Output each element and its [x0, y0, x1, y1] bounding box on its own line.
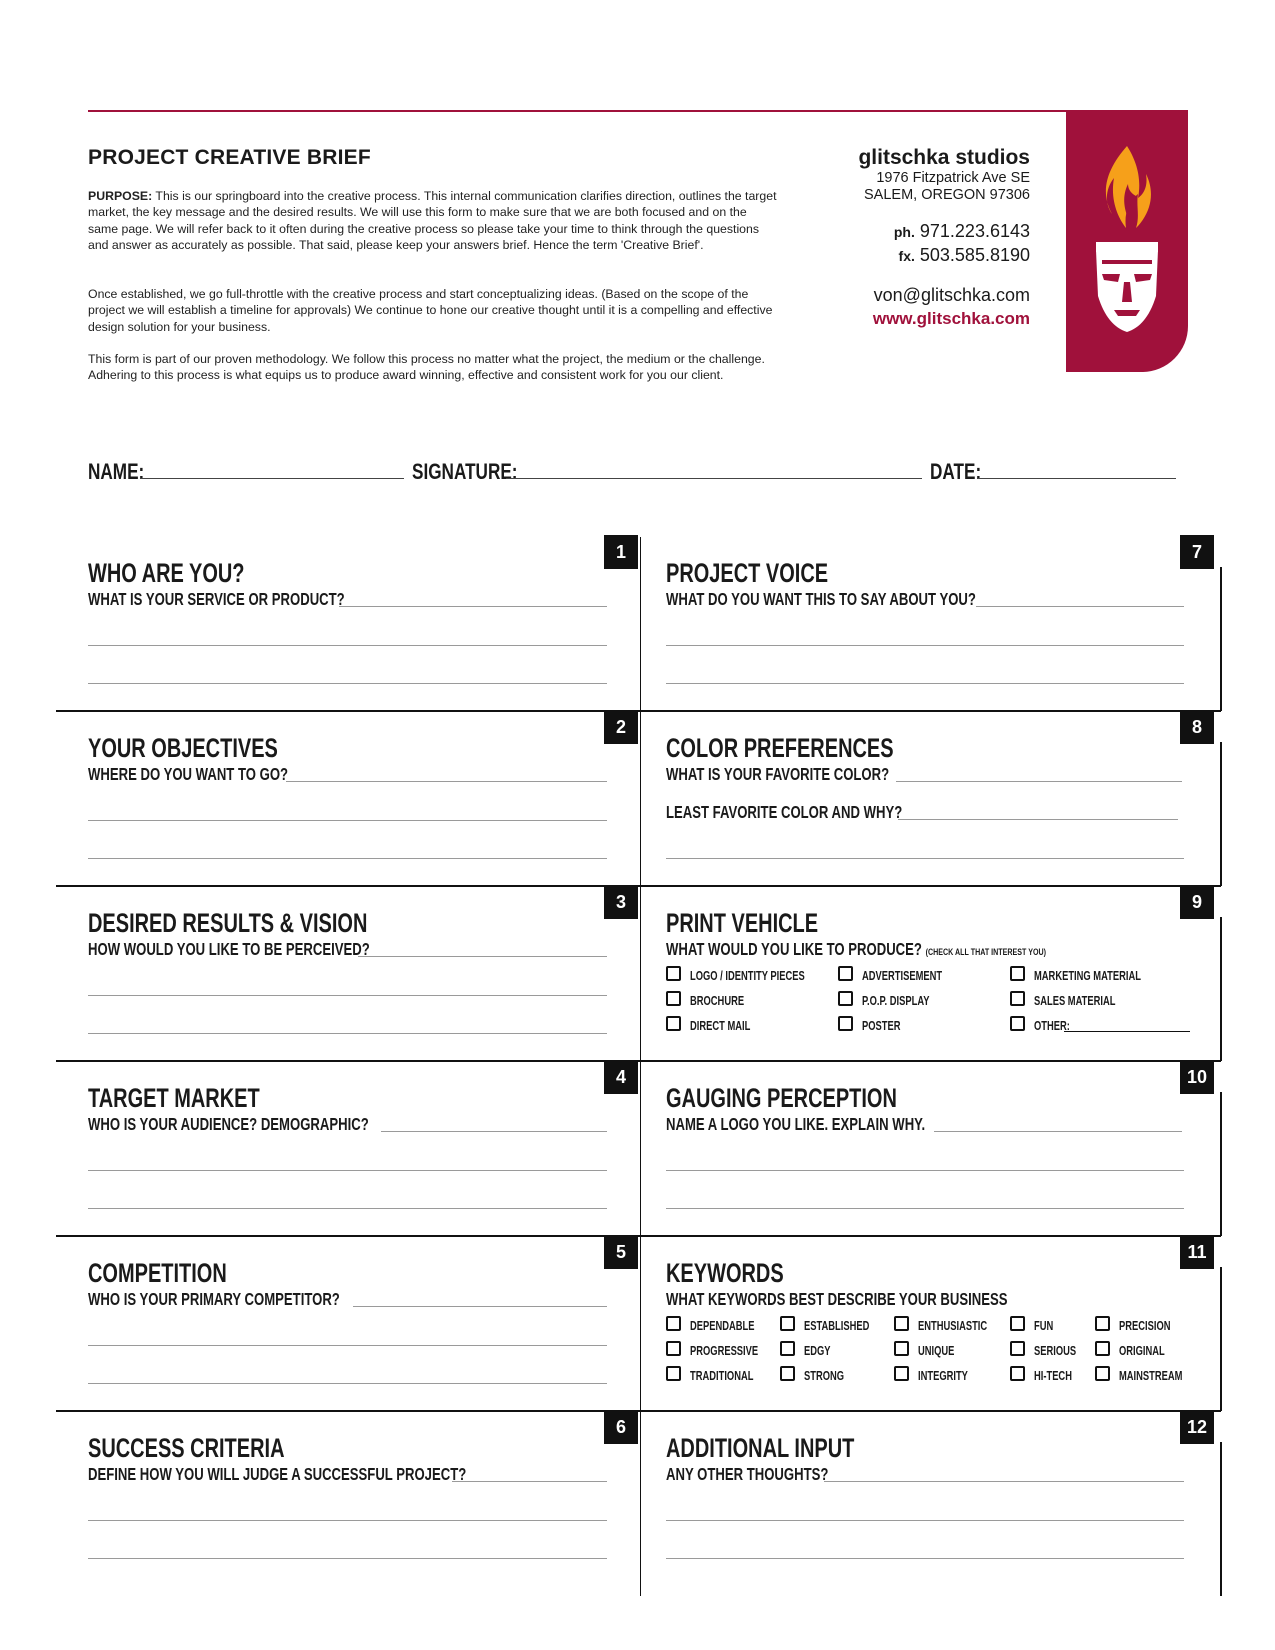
answer-line[interactable] — [934, 1131, 1182, 1132]
checkbox-precision[interactable] — [1095, 1316, 1110, 1331]
answer-line[interactable] — [88, 1383, 607, 1384]
flaming-head-logo-icon — [1066, 110, 1188, 372]
section-separator — [56, 710, 640, 712]
produce-question-note: (CHECK ALL THAT INTEREST YOU) — [925, 947, 1047, 958]
answer-line[interactable] — [88, 1558, 607, 1559]
signature-field[interactable] — [506, 478, 922, 479]
section-title-keywords: KEYWORDS — [666, 1258, 784, 1288]
right-border — [1220, 1267, 1222, 1411]
answer-line[interactable] — [339, 606, 607, 607]
section-title-color-preferences: COLOR PREFERENCES — [666, 733, 894, 763]
date-field[interactable] — [978, 478, 1176, 479]
section-question-judge: DEFINE HOW YOU WILL JUDGE A SUCCESSFUL PROJECT? — [88, 1464, 467, 1484]
checkbox-label: P.O.P. DISPLAY — [862, 993, 930, 1008]
section-question-audience: WHO IS YOUR AUDIENCE? DEMOGRAPHIC? — [88, 1114, 369, 1134]
section-separator — [56, 1235, 640, 1237]
checkbox-serious[interactable] — [1010, 1341, 1025, 1356]
answer-line[interactable] — [88, 1033, 607, 1034]
right-border — [1220, 567, 1222, 711]
section-title-who-are-you: WHO ARE YOU? — [88, 558, 245, 588]
checkbox-label: ESTABLISHED — [804, 1318, 870, 1333]
checkbox-label: SERIOUS — [1034, 1343, 1077, 1358]
studio-phone — [858, 220, 1030, 244]
phone-label: ph. — [893, 224, 915, 240]
header-rule — [88, 110, 1066, 112]
checkbox-hi-tech[interactable] — [1010, 1366, 1025, 1381]
right-border — [1220, 1092, 1222, 1236]
answer-line[interactable] — [898, 819, 1178, 820]
studio-website-link[interactable]: www.glitschka.com — [872, 309, 1030, 328]
section-title-competition: COMPETITION — [88, 1258, 227, 1288]
answer-line[interactable] — [358, 956, 607, 957]
answer-line[interactable] — [976, 606, 1184, 607]
section-number-3: 3 — [604, 885, 638, 919]
answer-line[interactable] — [88, 858, 607, 859]
checkbox-label: LOGO / IDENTITY PIECES — [690, 968, 805, 983]
checkbox-label: EDGY — [804, 1343, 831, 1358]
checkbox-label: UNIQUE — [918, 1343, 955, 1358]
section-number-5: 5 — [604, 1235, 638, 1269]
studio-fax — [858, 244, 1030, 268]
section-separator — [56, 1410, 640, 1412]
section-title-target-market: TARGET MARKET — [88, 1083, 260, 1113]
date-label: DATE: — [930, 459, 982, 484]
checkbox-label: STRONG — [804, 1368, 845, 1383]
name-label: NAME: — [88, 459, 145, 484]
section-number-9: 9 — [1180, 885, 1214, 919]
signature-label: SIGNATURE: — [412, 459, 518, 484]
checkbox-fun[interactable] — [1010, 1316, 1025, 1331]
checkbox-other[interactable] — [1010, 1016, 1025, 1031]
answer-line[interactable] — [666, 683, 1184, 684]
checkbox-mainstream[interactable] — [1095, 1366, 1110, 1381]
section-question-where: WHERE DO YOU WANT TO GO? — [88, 764, 289, 784]
produce-question-text: WHAT WOULD YOU LIKE TO PRODUCE? — [666, 939, 922, 959]
answer-line[interactable] — [353, 1306, 607, 1307]
checkbox-direct-mail[interactable] — [666, 1016, 681, 1031]
answer-line[interactable] — [666, 858, 1184, 859]
section-number-11: 11 — [1180, 1235, 1214, 1269]
answer-line[interactable] — [88, 1520, 607, 1521]
section-question-logo-you-like: NAME A LOGO YOU LIKE. EXPLAIN WHY. — [666, 1114, 926, 1134]
checkbox-sales-material[interactable] — [1010, 991, 1025, 1006]
studio-address-line-1: 1976 Fitzpatrick Ave SE — [876, 170, 1030, 186]
right-border — [1220, 1442, 1222, 1596]
answer-line[interactable] — [88, 1208, 607, 1209]
checkbox-dependable[interactable] — [666, 1316, 681, 1331]
checkbox-label: DEPENDABLE — [690, 1318, 755, 1333]
right-border — [1220, 742, 1222, 886]
answer-line[interactable] — [896, 781, 1182, 782]
section-question-say-about-you: WHAT DO YOU WANT THIS TO SAY ABOUT YOU? — [666, 589, 976, 609]
section-separator — [641, 885, 1221, 887]
checkbox-original[interactable] — [1095, 1341, 1110, 1356]
section-number-8: 8 — [1180, 710, 1214, 744]
section-separator — [641, 710, 1221, 712]
section-separator — [641, 1410, 1221, 1412]
section-title-desired-results: DESIRED RESULTS & VISION — [88, 908, 368, 938]
checkbox-label: FUN — [1034, 1318, 1054, 1333]
section-title-objectives: YOUR OBJECTIVES — [88, 733, 278, 763]
answer-line[interactable] — [666, 645, 1184, 646]
section-number-6: 6 — [604, 1410, 638, 1444]
purpose-label: PURPOSE: — [88, 189, 153, 203]
checkbox-label: INTEGRITY — [918, 1368, 968, 1383]
section-title-print-vehicle: PRINT VEHICLE — [666, 908, 819, 938]
answer-line[interactable] — [88, 820, 607, 821]
section-number-10: 10 — [1180, 1060, 1214, 1094]
checkbox-label: POSTER — [862, 1018, 901, 1033]
checkbox-label: ADVERTISEMENT — [862, 968, 943, 983]
section-title-gauging-perception: GAUGING PERCEPTION — [666, 1083, 897, 1113]
studio-address-line-2: SALEM, OREGON 97306 — [863, 187, 1030, 203]
checkbox-marketing-material[interactable] — [1010, 966, 1025, 981]
checkbox-advertisement[interactable] — [838, 966, 853, 981]
answer-line[interactable] — [666, 1208, 1184, 1209]
checkbox-pop-display[interactable] — [838, 991, 853, 1006]
fax-number: 503.585.8190 — [919, 245, 1030, 265]
answer-line[interactable] — [666, 1520, 1184, 1521]
answer-line[interactable] — [88, 995, 607, 996]
column-divider — [640, 537, 641, 1596]
checkbox-established[interactable] — [780, 1316, 795, 1331]
section-question-least-favorite-color: LEAST FAVORITE COLOR AND WHY? — [666, 802, 903, 822]
checkbox-integrity[interactable] — [894, 1366, 909, 1381]
section-separator — [641, 1235, 1221, 1237]
checkbox-progressive[interactable] — [666, 1341, 681, 1356]
answer-line[interactable] — [286, 781, 607, 782]
section-question-keywords: WHAT KEYWORDS BEST DESCRIBE YOUR BUSINESS — [666, 1289, 1008, 1309]
phone-number: 971.223.6143 — [919, 221, 1030, 241]
checkbox-label: BROCHURE — [690, 993, 745, 1008]
checkbox-label: DIRECT MAIL — [690, 1018, 751, 1033]
answer-line[interactable] — [824, 1481, 1184, 1482]
studio-email[interactable]: von@glitschka.com — [873, 285, 1030, 305]
answer-line[interactable] — [452, 1481, 607, 1482]
section-title-project-voice: PROJECT VOICE — [666, 558, 829, 588]
checkbox-traditional[interactable] — [666, 1366, 681, 1381]
section-number-1: 1 — [604, 535, 638, 569]
section-question-competitor: WHO IS YOUR PRIMARY COMPETITOR? — [88, 1289, 340, 1309]
checkbox-brochure[interactable] — [666, 991, 681, 1006]
checkbox-label: ENTHUSIASTIC — [918, 1318, 988, 1333]
brand-panel — [1066, 110, 1188, 372]
checkbox-enthusiastic[interactable] — [894, 1316, 909, 1331]
answer-line[interactable] — [88, 1345, 607, 1346]
checkbox-label: ORIGINAL — [1119, 1343, 1165, 1358]
section-number-7: 7 — [1180, 535, 1214, 569]
fax-label: fx. — [898, 248, 915, 264]
answer-line[interactable] — [88, 683, 607, 684]
purpose-paragraph — [88, 188, 778, 253]
answer-line[interactable] — [666, 1170, 1184, 1171]
checkbox-label: HI-TECH — [1034, 1368, 1072, 1383]
checkbox-edgy[interactable] — [780, 1341, 795, 1356]
studio-name: glitschka studios — [858, 146, 1030, 169]
checkbox-label: TRADITIONAL — [690, 1368, 754, 1383]
checkbox-logo-identity[interactable] — [666, 966, 681, 981]
section-question-service: WHAT IS YOUR SERVICE OR PRODUCT? — [88, 589, 345, 609]
checkbox-poster[interactable] — [838, 1016, 853, 1031]
section-title-additional-input: ADDITIONAL INPUT — [666, 1433, 855, 1463]
checkbox-label: MARKETING MATERIAL — [1034, 968, 1141, 983]
section-number-2: 2 — [604, 710, 638, 744]
checkbox-strong[interactable] — [780, 1366, 795, 1381]
studio-contact-block — [858, 146, 1030, 330]
page-title: PROJECT CREATIVE BRIEF — [88, 146, 371, 169]
section-question-favorite-color: WHAT IS YOUR FAVORITE COLOR? — [666, 764, 890, 784]
checkbox-label: SALES MATERIAL — [1034, 993, 1116, 1008]
answer-line[interactable] — [666, 1558, 1184, 1559]
other-field[interactable] — [1064, 1031, 1190, 1032]
checkbox-label: PRECISION — [1119, 1318, 1171, 1333]
section-separator — [641, 1060, 1221, 1062]
section-number-4: 4 — [604, 1060, 638, 1094]
section-separator — [56, 1060, 640, 1062]
section-question-perceived: HOW WOULD YOU LIKE TO BE PERCEIVED? — [88, 939, 370, 959]
purpose-text: This is our springboard into the creative process. This internal communication clarifies direction, outlines the target market, the key message and the desired results. We will use this form to make sure that we are both focused and on the same page. We will refer back to it often during the creative process so please take your time to think through the questions and answer as accurately as possible. That said, please keep your answers brief. Hence the term 'Creative Brief'. — [88, 189, 777, 252]
right-border — [1220, 917, 1222, 1061]
intro-paragraph-3: This form is part of our proven methodology. We follow this process no matter what the project, the medium or the challenge. Adhering to this process is what equips us to produce award winning, effective and consistent work for you our client. — [88, 352, 765, 383]
intro-paragraph-2: Once established, we go full-throttle with the creative process and start conceptualizing ideas. (Based on the scope of the project we will establish a timeline for approvals) We continue to hone our creative thought until it is a compelling and effective design solution for your business. — [88, 287, 773, 334]
section-question-produce — [666, 939, 1046, 960]
section-question-other-thoughts: ANY OTHER THOUGHTS? — [666, 1464, 829, 1484]
checkbox-unique[interactable] — [894, 1341, 909, 1356]
section-title-success-criteria: SUCCESS CRITERIA — [88, 1433, 285, 1463]
checkbox-label: OTHER: — [1034, 1018, 1070, 1033]
answer-line[interactable] — [88, 645, 607, 646]
section-number-12: 12 — [1180, 1410, 1214, 1444]
checkbox-label: PROGRESSIVE — [690, 1343, 759, 1358]
section-separator — [56, 885, 640, 887]
answer-line[interactable] — [88, 1170, 607, 1171]
checkbox-label: MAINSTREAM — [1119, 1368, 1183, 1383]
answer-line[interactable] — [381, 1131, 607, 1132]
name-field[interactable] — [140, 478, 404, 479]
